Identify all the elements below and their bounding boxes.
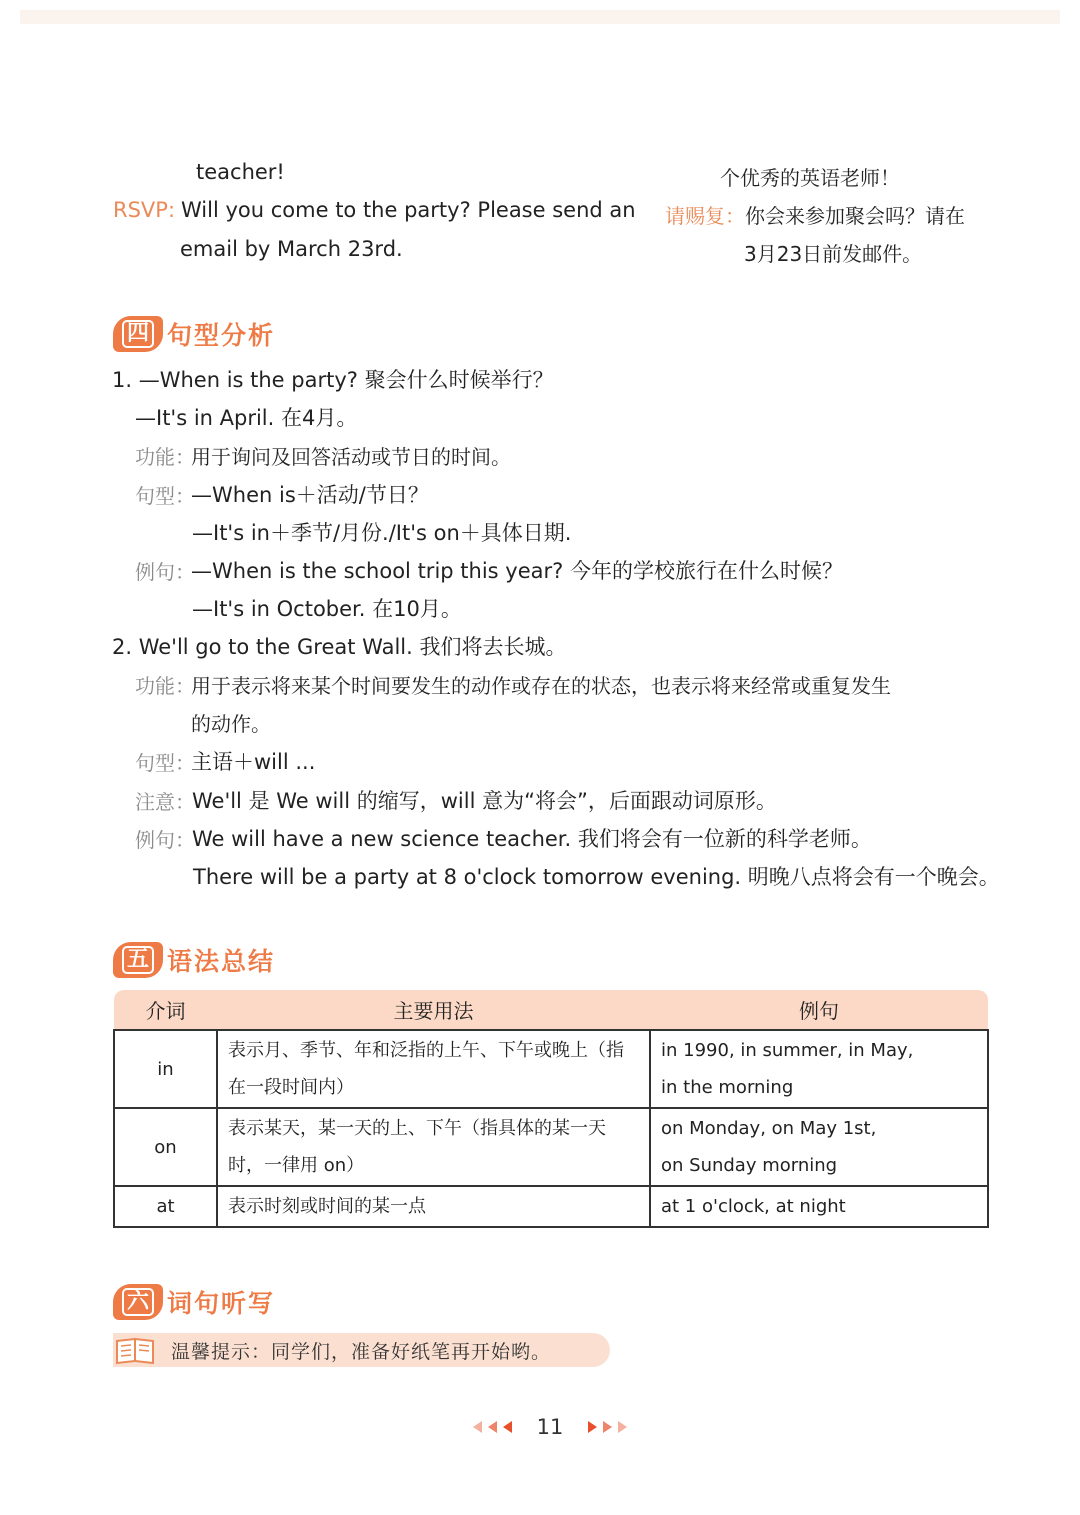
prep-cell: in <box>114 1030 217 1108</box>
page-top-edge <box>20 10 1060 24</box>
example-cell <box>650 1030 988 1108</box>
arrow-left-icon <box>503 1421 512 1433</box>
example-line: in 1990, in summer, in May, <box>661 1040 914 1061</box>
section-4-heading <box>113 314 275 354</box>
item1-func-label: 功能： <box>135 445 195 469</box>
arrow-right-icon <box>603 1421 612 1433</box>
table-row <box>114 1030 988 1108</box>
book-icon <box>113 1335 161 1365</box>
item1-pattern1: —When is＋活动/节日？ <box>191 483 429 507</box>
section-5-heading <box>113 940 275 980</box>
page-number: 11 <box>536 1415 564 1439</box>
hint-text: 温馨提示：同学们，准备好纸笔再开始哟。 <box>171 1340 552 1363</box>
section-6-badge: 六 <box>113 1284 163 1320</box>
section-6-heading <box>113 1282 275 1322</box>
letter-en-line1: teacher! <box>196 160 285 184</box>
section-4-badge: 四 <box>113 316 163 352</box>
table-header-row <box>114 990 988 1030</box>
arrow-right-icon <box>588 1421 597 1433</box>
letter-zh-label: 请赐复： <box>665 204 745 228</box>
arrow-left-icon <box>473 1421 482 1433</box>
item2-func2: 的动作。 <box>191 712 271 736</box>
item1-answer: —It's in April. 在4月。 <box>135 406 358 430</box>
usage-line: 表示某天，某一天的上、下午（指具体的某一天 <box>228 1118 606 1139</box>
item1-func: 用于询问及回答活动或节日的时间。 <box>191 445 511 469</box>
usage-line: 表示时刻或时间的某一点 <box>228 1196 426 1217</box>
item1-example1: —When is the school trip this year? 今年的学校旅行在什么时候？ <box>191 559 843 583</box>
item2-pattern-label: 句型： <box>135 751 195 775</box>
prep-cell: at <box>114 1186 217 1227</box>
usage-line: 时，一律用 on） <box>228 1155 365 1176</box>
item2-func-label: 功能： <box>135 674 195 698</box>
usage-cell <box>217 1030 650 1108</box>
example-line: on Monday, on May 1st, <box>661 1118 877 1139</box>
hint-bar <box>113 1333 610 1367</box>
item2-note: We'll 是 We will 的缩写，will 意为“将会”，后面跟动词原形。 <box>192 789 777 813</box>
example-line: at 1 o'clock, at night <box>661 1196 846 1217</box>
item2-example-label: 例句： <box>135 828 195 852</box>
rsvp-line1: Will you come to the party? Please send an <box>181 198 636 222</box>
letter-zh-line1: 个优秀的英语老师！ <box>720 166 900 190</box>
item2-func1: 用于表示将来某个时间要发生的动作或存在的状态，也表示将来经常或重复发生 <box>191 674 891 698</box>
usage-line: 表示月、季节、年和泛指的上午、下午或晚上（指 <box>228 1040 624 1061</box>
item1-pattern2: —It's in＋季节/月份./It's on＋具体日期. <box>192 521 572 545</box>
section-5-title: 语法总结 <box>167 947 276 976</box>
item1-question: 1. —When is the party? 聚会什么时候举行？ <box>112 368 554 392</box>
section-4-title: 句型分析 <box>167 321 276 350</box>
arrow-right-icon <box>618 1421 627 1433</box>
letter-zh-line2: 你会来参加聚会吗？请在 <box>745 204 965 228</box>
item2-pattern: 主语＋will ... <box>191 750 316 774</box>
section-6-title: 词句听写 <box>167 1289 276 1318</box>
example-line: in the morning <box>661 1077 794 1098</box>
item1-example2: —It's in October. 在10月。 <box>192 597 462 621</box>
table-row <box>114 1186 988 1227</box>
usage-cell <box>217 1186 650 1227</box>
item2-title: 2. We'll go to the Great Wall. 我们将去长城。 <box>112 635 567 659</box>
rsvp-label: RSVP: <box>113 198 176 222</box>
grammar-table <box>113 990 989 1228</box>
usage-cell <box>217 1108 650 1186</box>
usage-line: 在一段时间内） <box>228 1077 354 1098</box>
table-row <box>114 1108 988 1186</box>
table-header: 例句 <box>650 990 988 1030</box>
item1-example-label: 例句： <box>135 560 195 584</box>
section-5-badge: 五 <box>113 942 163 978</box>
item2-example1: We will have a new science teacher. 我们将会有一位新的科学老师。 <box>192 827 872 851</box>
letter-zh-line3: 3月23日前发邮件。 <box>744 242 923 266</box>
arrow-left-icon <box>488 1421 497 1433</box>
table-header: 介词 <box>114 990 217 1030</box>
prep-cell: on <box>114 1108 217 1186</box>
item1-pattern-label: 句型： <box>135 484 195 508</box>
example-cell <box>650 1186 988 1227</box>
page-footer <box>460 1412 640 1442</box>
rsvp-line2: email by March 23rd. <box>180 237 403 261</box>
item2-example2: There will be a party at 8 o'clock tomorrow evening. 明晚八点将会有一个晚会。 <box>193 865 1000 889</box>
example-line: on Sunday morning <box>661 1155 838 1176</box>
example-cell <box>650 1108 988 1186</box>
table-header: 主要用法 <box>217 990 650 1030</box>
item2-note-label: 注意： <box>135 790 195 814</box>
